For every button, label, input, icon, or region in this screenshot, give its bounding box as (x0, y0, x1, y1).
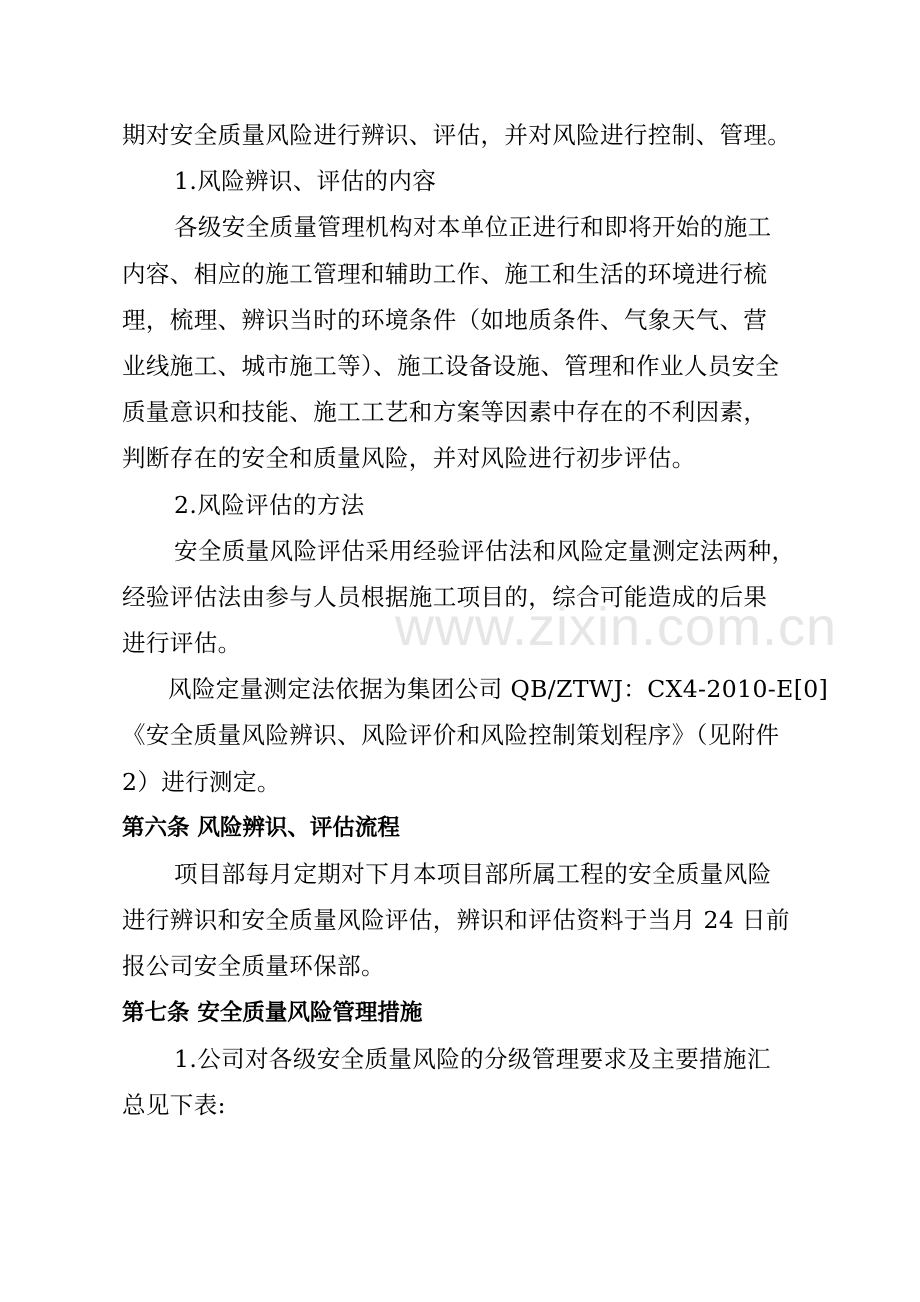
paragraph-line: 期对安全质量风险进行辨识、评估，并对风险进行控制、管理。 (122, 121, 792, 149)
paragraph-line: 业线施工、城市施工等）、施工设备设施、管理和作业人员安全 (122, 351, 780, 380)
paragraph-line: 经验评估法由参与人员根据施工项目的，综合可能造成的后果 (122, 582, 768, 611)
paragraph-line: 2）进行测定。 (122, 767, 281, 796)
paragraph-line: 报公司安全质量环保部。 (122, 952, 385, 981)
paragraph-line: 质量意识和技能、施工工艺和方案等因素中存在的不利因素， (122, 398, 768, 427)
paragraph-line: 安全质量风险评估采用经验评估法和风险定量测定法两种， (174, 536, 796, 565)
paragraph-line: 内容、相应的施工管理和辅助工作、施工和生活的环境进行梳 (122, 259, 768, 288)
subheading-risk-assessment-method: 2.风险评估的方法 (174, 490, 365, 519)
paragraph-line: 理，梳理、辨识当时的环境条件（如地质条件、气象天气、营 (122, 305, 768, 334)
article-7-heading: 第七条 安全质量风险管理措施 (122, 999, 423, 1026)
paragraph-line: 各级安全质量管理机构对本单位正进行和即将开始的施工 (174, 213, 772, 242)
paragraph-line: 风险定量测定法依据为集团公司 QB/ZTWJ：CX4-2010-E[0] (168, 675, 829, 704)
document-body (122, 112, 829, 1128)
paragraph-line: 判断存在的安全和质量风险，并对风险进行初步评估。 (122, 444, 696, 473)
paragraph-line: 总见下表: (122, 1090, 226, 1119)
watermark: www.zixin.com.cn (395, 597, 838, 657)
article-6-heading: 第六条 风险辨识、评估流程 (122, 814, 400, 841)
paragraph-line: 进行辨识和安全质量风险评估，辨识和评估资料于当月 24 日前 (122, 906, 790, 935)
paragraph-line: 《安全质量风险辨识、风险评价和风险控制策划程序》（见附件 (122, 721, 780, 750)
paragraph-line: 进行评估。 (122, 629, 242, 658)
subheading-risk-identification-content: 1.风险辨识、评估的内容 (174, 167, 437, 196)
paragraph-line: 项目部每月定期对下月本项目部所属工程的安全质量风险 (174, 860, 772, 888)
paragraph-line: 1.公司对各级安全质量风险的分级管理要求及主要措施汇 (174, 1044, 771, 1073)
